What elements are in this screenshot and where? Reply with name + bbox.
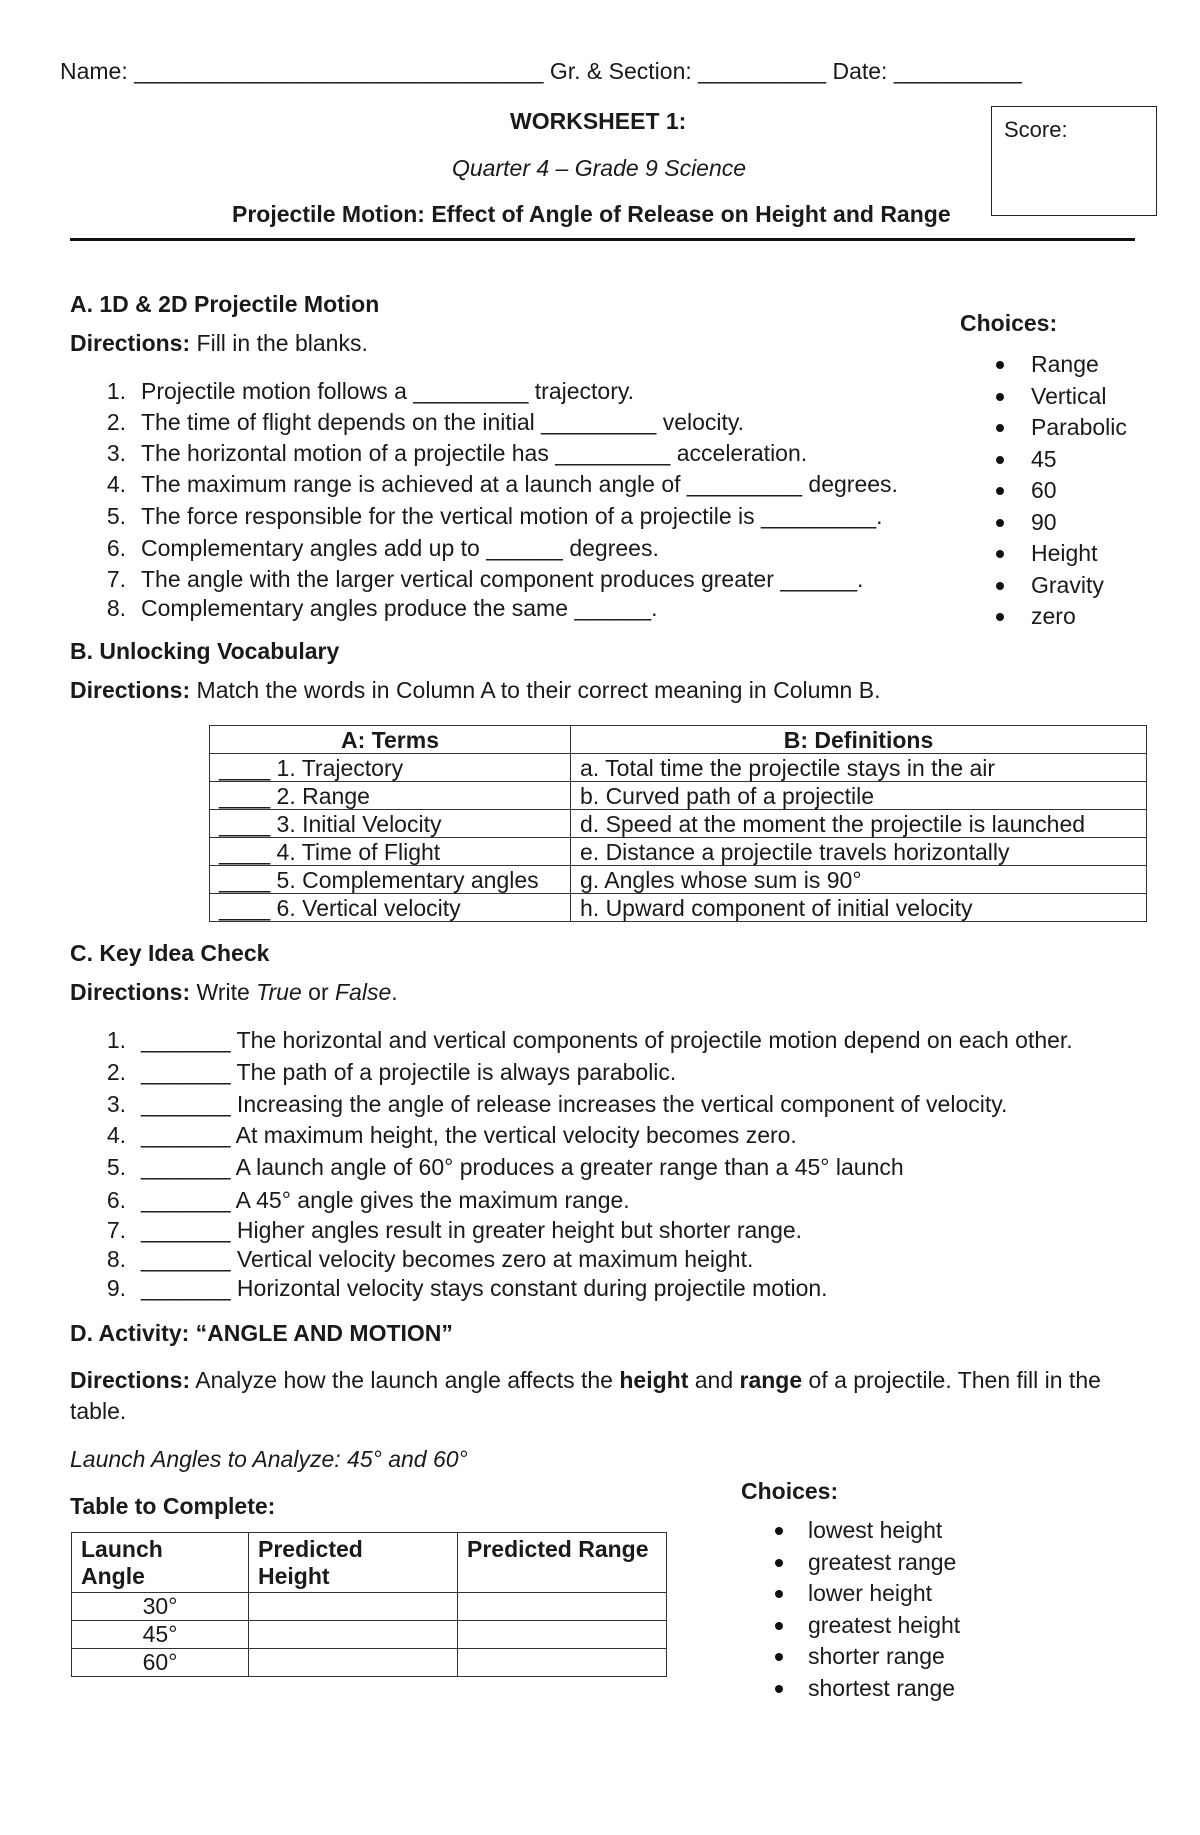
fill-blank-item[interactable]: The maximum range is achieved at a launch angle of _________ degrees. bbox=[141, 471, 898, 497]
bullet-icon bbox=[775, 1590, 783, 1598]
choice-item: Parabolic bbox=[1031, 414, 1127, 440]
choice-item: Range bbox=[1031, 351, 1099, 377]
table-row bbox=[72, 1621, 667, 1649]
range-word: range bbox=[739, 1367, 803, 1393]
name-label: Name: bbox=[60, 58, 128, 84]
bullet-icon bbox=[775, 1527, 783, 1535]
choice-item: lower height bbox=[808, 1580, 933, 1606]
bullet-icon bbox=[996, 613, 1004, 621]
period: . bbox=[391, 979, 398, 1005]
section-b-directions bbox=[70, 677, 880, 704]
definition-cell: h. Upward component of initial velocity bbox=[571, 894, 1147, 922]
date-label: Date: bbox=[832, 58, 888, 84]
section-d-directions bbox=[70, 1367, 1101, 1394]
header-line: Launch bbox=[81, 1536, 163, 1562]
true-false-item[interactable]: _______ The path of a projectile is always parabolic. bbox=[141, 1059, 677, 1085]
header-line: Height bbox=[258, 1563, 330, 1589]
false-word: False bbox=[335, 979, 392, 1005]
table-header-row bbox=[72, 1533, 667, 1593]
predicted-range-cell[interactable] bbox=[458, 1593, 667, 1621]
bullet-icon bbox=[775, 1622, 783, 1630]
table-row bbox=[210, 894, 1147, 922]
fill-blank-item[interactable]: Projectile motion follows a _________ trajectory. bbox=[141, 378, 635, 404]
bullet-icon bbox=[775, 1559, 783, 1567]
fill-blank-item[interactable]: The force responsible for the vertical motion of a projectile is _________. bbox=[141, 503, 883, 529]
list-item-number: 9. bbox=[106, 1275, 126, 1301]
bullet-icon bbox=[775, 1685, 783, 1693]
choice-item: greatest range bbox=[808, 1548, 957, 1575]
bullet-icon bbox=[996, 393, 1004, 401]
launch-angle-cell: 45° bbox=[72, 1621, 249, 1649]
bullet-icon bbox=[775, 1653, 783, 1661]
true-false-item[interactable]: _______ Horizontal velocity stays constant during projectile motion. bbox=[141, 1275, 828, 1301]
list-item-number: 5. bbox=[106, 1154, 126, 1180]
column-b-header: B: Definitions bbox=[571, 726, 1147, 754]
section-d-heading: D. Activity: “ANGLE AND MOTION” bbox=[70, 1320, 453, 1346]
height-word: height bbox=[619, 1367, 689, 1393]
fill-blank-item[interactable]: Complementary angles produce the same ______. bbox=[141, 595, 658, 621]
list-item-number: 6. bbox=[106, 1187, 126, 1213]
choice-item: greatest height bbox=[808, 1611, 961, 1638]
bullet-icon bbox=[996, 361, 1004, 369]
launch-angle-cell: 30° bbox=[72, 1593, 249, 1621]
date-blank[interactable]: __________ bbox=[893, 58, 1022, 84]
vocabulary-table bbox=[209, 725, 1147, 922]
predicted-range-cell[interactable] bbox=[458, 1649, 667, 1677]
bullet-icon bbox=[996, 519, 1004, 527]
term-cell[interactable]: ____ 5. Complementary angles bbox=[210, 866, 571, 894]
score-box[interactable] bbox=[991, 106, 1157, 216]
column-a-header: A: Terms bbox=[210, 726, 571, 754]
true-false-item[interactable]: _______ A launch angle of 60° produces a greater range than a 45° launch bbox=[141, 1154, 904, 1180]
true-false-item[interactable]: _______ The horizontal and vertical components of projectile motion depend on each other. bbox=[141, 1027, 1073, 1053]
table-row bbox=[210, 810, 1147, 838]
fill-blank-item[interactable]: The time of flight depends on the initial _________ velocity. bbox=[141, 409, 745, 435]
list-item-number: 7. bbox=[106, 566, 126, 592]
name-field[interactable] bbox=[60, 58, 1022, 85]
term-cell[interactable]: ____ 6. Vertical velocity bbox=[210, 894, 571, 922]
term-cell[interactable]: ____ 2. Range bbox=[210, 782, 571, 810]
choice-item: 90 bbox=[1031, 508, 1057, 535]
section-a-choices-label: Choices: bbox=[960, 310, 1058, 336]
section-a-directions bbox=[70, 330, 368, 357]
true-false-item[interactable]: _______ Vertical velocity becomes zero at maximum height. bbox=[141, 1246, 754, 1272]
bullet-icon bbox=[996, 487, 1004, 495]
section-blank[interactable]: __________ bbox=[698, 58, 827, 84]
list-item-number: 3. bbox=[106, 440, 126, 466]
directions-label: Directions: bbox=[70, 979, 191, 1005]
term-cell[interactable]: ____ 1. Trajectory bbox=[210, 754, 571, 782]
table-row bbox=[72, 1593, 667, 1621]
fill-blank-item[interactable]: Complementary angles add up to ______ degrees. bbox=[141, 535, 659, 561]
definition-cell: g. Angles whose sum is 90° bbox=[571, 866, 1147, 894]
launch-angle-cell: 60° bbox=[72, 1649, 249, 1677]
section-c-heading: C. Key Idea Check bbox=[70, 940, 270, 966]
list-item-number: 1. bbox=[106, 1027, 126, 1053]
directions-text: Write bbox=[190, 979, 257, 1005]
predicted-height-cell[interactable] bbox=[249, 1649, 458, 1677]
choice-item: shortest range bbox=[808, 1674, 956, 1701]
list-item-number: 8. bbox=[106, 595, 126, 621]
predicted-height-cell[interactable] bbox=[249, 1621, 458, 1649]
list-item-number: 2. bbox=[106, 409, 126, 435]
list-item-number: 1. bbox=[106, 378, 126, 404]
directions-text: and bbox=[688, 1367, 740, 1393]
section-d-directions-cont: table. bbox=[70, 1398, 127, 1424]
list-item-number: 2. bbox=[106, 1059, 126, 1085]
choice-item: zero bbox=[1031, 603, 1076, 629]
bullet-icon bbox=[996, 582, 1004, 590]
list-item-number: 3. bbox=[106, 1091, 126, 1117]
directions-text: Match the words in Column A to their correct meaning in Column B. bbox=[190, 677, 881, 703]
true-word: True bbox=[256, 979, 302, 1005]
table-row bbox=[210, 782, 1147, 810]
header-line: Angle bbox=[81, 1563, 145, 1589]
choice-item: Gravity bbox=[1031, 571, 1104, 598]
predicted-height-cell[interactable] bbox=[249, 1593, 458, 1621]
list-item-number: 4. bbox=[106, 1122, 126, 1148]
predicted-height-header bbox=[249, 1533, 458, 1593]
table-row bbox=[210, 838, 1147, 866]
list-item-number: 8. bbox=[106, 1246, 126, 1272]
choice-item: 45 bbox=[1031, 445, 1057, 472]
name-blank[interactable]: ________________________________ bbox=[134, 58, 544, 84]
directions-text: of a projectile. Then fill in the bbox=[802, 1367, 1101, 1393]
definition-cell: b. Curved path of a projectile bbox=[571, 782, 1147, 810]
choice-item: shorter range bbox=[808, 1643, 945, 1669]
list-item-number: 4. bbox=[106, 471, 126, 497]
table-row bbox=[210, 754, 1147, 782]
section-b-heading: B. Unlocking Vocabulary bbox=[70, 638, 340, 664]
definition-cell: d. Speed at the moment the projectile is launched bbox=[571, 810, 1147, 838]
list-item-number: 5. bbox=[106, 503, 126, 529]
directions-label: Directions: bbox=[70, 330, 191, 356]
true-false-item[interactable]: _______ At maximum height, the vertical velocity becomes zero. bbox=[141, 1122, 797, 1148]
worksheet-topic: Projectile Motion: Effect of Angle of Release on Height and Range bbox=[232, 201, 951, 227]
choice-item: Height bbox=[1031, 540, 1098, 566]
activity-table bbox=[71, 1532, 667, 1677]
choice-item: lowest height bbox=[808, 1517, 943, 1543]
predicted-range-header: Predicted Range bbox=[458, 1533, 667, 1593]
section-d-choices-label: Choices: bbox=[741, 1478, 839, 1504]
section-c-directions bbox=[70, 979, 398, 1006]
term-cell[interactable]: ____ 3. Initial Velocity bbox=[210, 810, 571, 838]
true-false-item[interactable]: _______ A 45° angle gives the maximum range. bbox=[141, 1187, 630, 1213]
bullet-icon bbox=[996, 424, 1004, 432]
bullet-icon bbox=[996, 550, 1004, 558]
bullet-icon bbox=[996, 456, 1004, 464]
header-divider bbox=[70, 238, 1135, 241]
launch-angles-note: Launch Angles to Analyze: 45° and 60° bbox=[70, 1446, 468, 1472]
directions-label: Directions: bbox=[70, 1367, 191, 1393]
term-cell[interactable]: ____ 4. Time of Flight bbox=[210, 838, 571, 866]
table-header-row bbox=[210, 726, 1147, 754]
fill-blank-item[interactable]: The angle with the larger vertical component produces greater ______. bbox=[141, 566, 864, 592]
choice-item: 60 bbox=[1031, 477, 1057, 503]
launch-angle-header bbox=[72, 1533, 249, 1593]
section-label: Gr. & Section: bbox=[549, 58, 692, 84]
table-row bbox=[210, 866, 1147, 894]
choice-item: Vertical bbox=[1031, 382, 1107, 409]
true-false-item[interactable]: _______ Higher angles result in greater height but shorter range. bbox=[141, 1217, 803, 1243]
definition-cell: a. Total time the projectile stays in the air bbox=[571, 754, 1147, 782]
table-to-complete-label: Table to Complete: bbox=[70, 1493, 276, 1519]
list-item-number: 7. bbox=[106, 1217, 126, 1243]
or-word: or bbox=[301, 979, 335, 1005]
true-false-item[interactable]: _______ Increasing the angle of release increases the vertical component of velocity. bbox=[141, 1091, 1008, 1117]
worksheet-subtitle: Quarter 4 – Grade 9 Science bbox=[452, 155, 747, 181]
section-a-heading: A. 1D & 2D Projectile Motion bbox=[70, 291, 380, 317]
directions-text: Analyze how the launch angle affects the bbox=[190, 1367, 620, 1393]
definition-cell: e. Distance a projectile travels horizontally bbox=[571, 838, 1147, 866]
worksheet-title: WORKSHEET 1: bbox=[510, 108, 687, 134]
directions-text: Fill in the blanks. bbox=[190, 330, 368, 356]
score-label: Score: bbox=[1004, 117, 1068, 142]
list-item-number: 6. bbox=[106, 535, 126, 561]
fill-blank-item[interactable]: The horizontal motion of a projectile has _________ acceleration. bbox=[141, 440, 808, 466]
predicted-range-cell[interactable] bbox=[458, 1621, 667, 1649]
table-row bbox=[72, 1649, 667, 1677]
directions-label: Directions: bbox=[70, 677, 191, 703]
header-line: Predicted bbox=[258, 1536, 363, 1562]
